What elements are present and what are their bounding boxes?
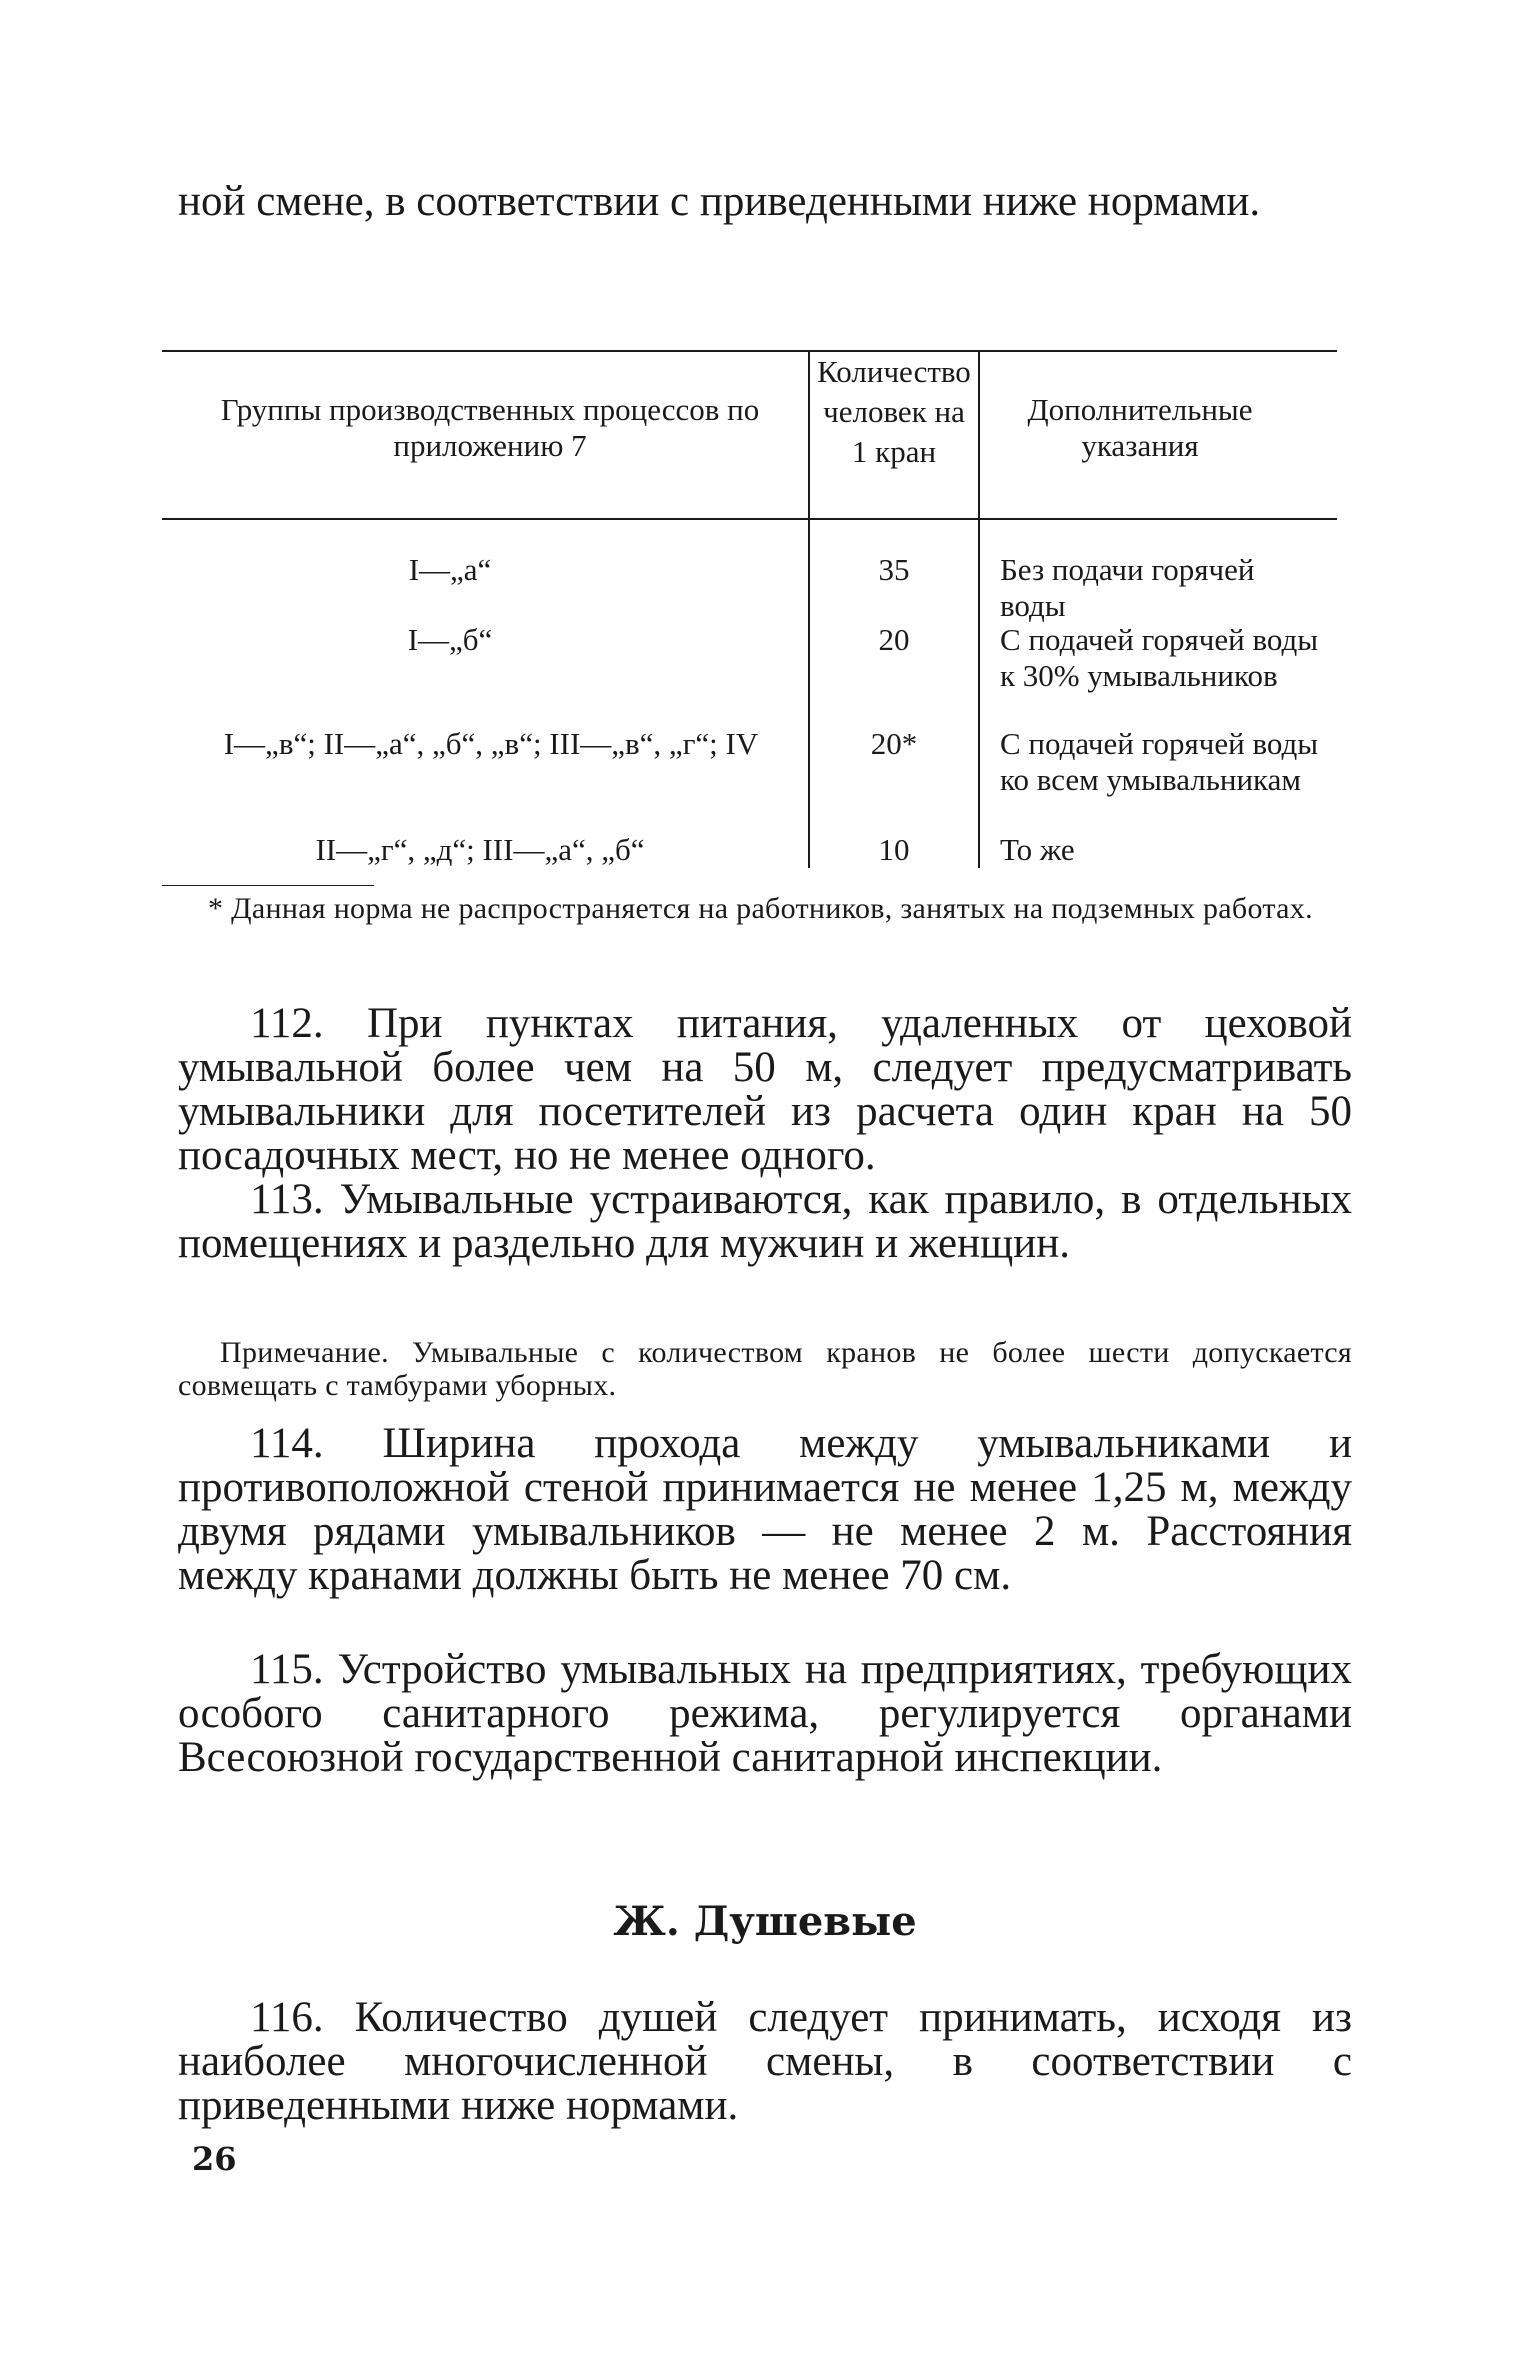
intro-paragraph: ной смене, в соответствии с приведенными ниже нормами. xyxy=(178,178,1261,225)
row-3-count: 20* xyxy=(870,726,918,761)
row-1-count: 35 xyxy=(878,552,910,587)
section-heading: Ж. Душевые xyxy=(613,1898,917,1945)
row-2-count: 20 xyxy=(878,622,910,657)
paragraph-114: 114. Ширина прохода между умывальниками и противоположной стеной принимается не менее 1,25 м, между двумя рядами умывальников — не менее 2 м. Расстояния между кранами должны быть не менее 70 см. xyxy=(178,1420,1352,1599)
header-groups: Группы производственных процессов по приложению 7 xyxy=(220,392,760,463)
paragraph-115: 115. Устройство умывальных на предприятиях, требующих особого санитарного режима, регулируется органами Всесоюзной государственной санитарной инспекции. xyxy=(178,1646,1352,1781)
table-column-divider-1 xyxy=(808,350,810,868)
header-count: Количество человек на 1 кран xyxy=(817,354,971,469)
row-1-group: I—„а“ xyxy=(408,552,492,587)
row-2-note: С подачей горячей воды к 30% умывальников xyxy=(1000,622,1319,693)
table-footnote: * Данная норма не распространяется на работников, занятых на подземных работах. xyxy=(208,892,1313,925)
header-notes: Дополнительные указания xyxy=(1027,392,1253,463)
table-top-rule xyxy=(162,350,1337,352)
row-4-note: То же xyxy=(1000,832,1075,867)
table-column-divider-2 xyxy=(978,350,980,868)
paragraph-113: 113. Умывальные устраиваются, как правило, в отдельных помещениях и раздельно для мужчин и женщин. xyxy=(178,1176,1352,1267)
row-3-group: I—„в“; II—„а“, „б“, „в“; III—„в“, „г“; IV xyxy=(223,726,759,761)
page-number: 26 xyxy=(192,2140,237,2178)
note-paragraph: Примечание. Умывальные с количеством кранов не более шести допускается совмещать с тамбурами уборных. xyxy=(178,1336,1352,1402)
row-4-group: II—„г“, „д“; III—„а“, „б“ xyxy=(315,832,645,867)
row-3-note: С подачей горячей воды ко всем умывальникам xyxy=(1000,726,1319,797)
table-header-rule xyxy=(162,518,1337,520)
paragraph-112: 112. При пунктах питания, удаленных от цеховой умывальной более чем на 50 м, следует предусматривать умывальники для посетителей из расчета один кран на 50 посадочных мест, но не менее одного. xyxy=(178,1000,1352,1179)
row-1-note: Без подачи горячей воды xyxy=(1000,552,1255,623)
row-2-group: I—„б“ xyxy=(407,622,493,657)
row-4-count: 10 xyxy=(878,832,910,867)
paragraph-116: 116. Количество душей следует принимать, исходя из наиболее многочисленной смены, в соответствии с приведенными ниже нормами. xyxy=(178,1994,1352,2129)
footnote-rule xyxy=(162,885,374,886)
